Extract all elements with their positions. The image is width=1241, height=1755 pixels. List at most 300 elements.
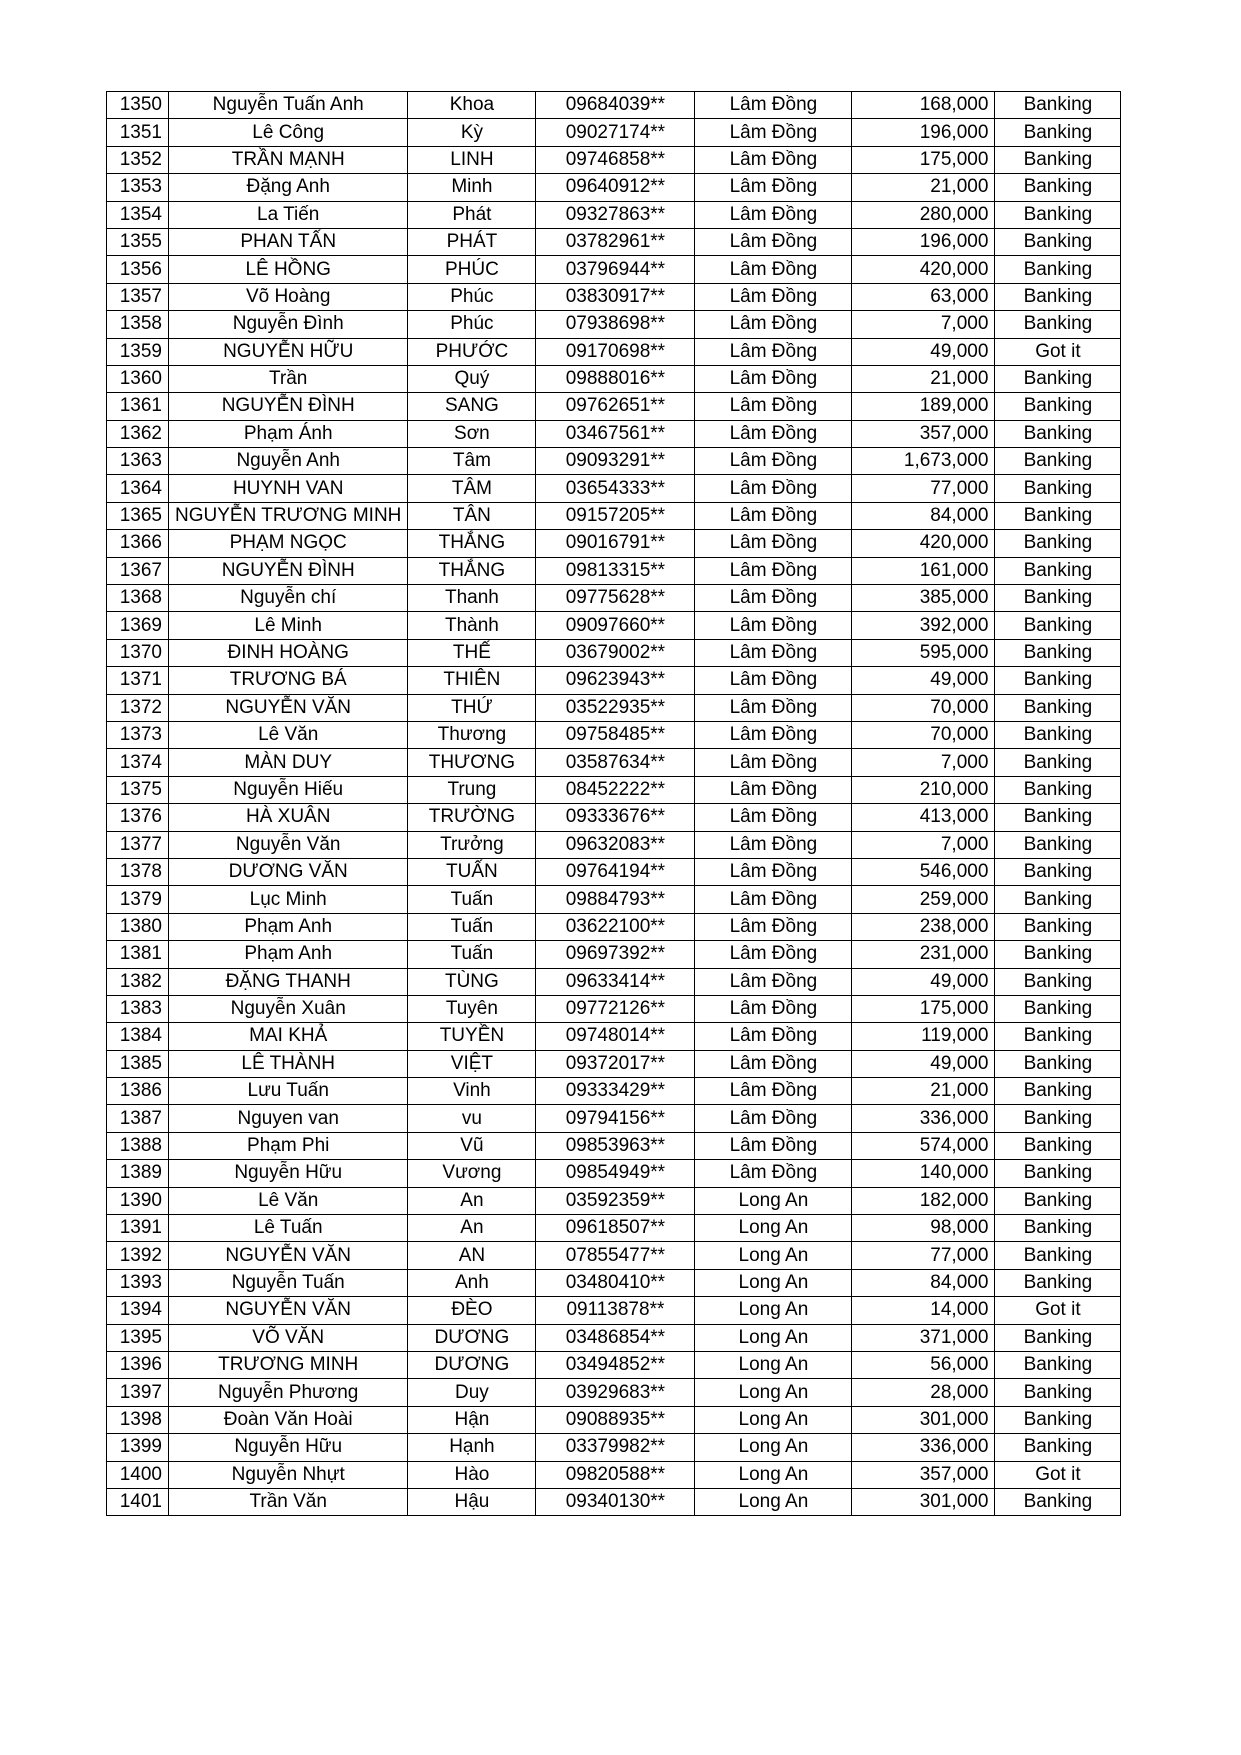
method-cell: Banking xyxy=(995,804,1121,831)
row-number-cell: 1390 xyxy=(107,1187,169,1214)
province-cell: Lâm Đồng xyxy=(695,557,852,584)
phone-cell: 09746858** xyxy=(536,146,695,173)
phone-cell: 09794156** xyxy=(536,1105,695,1132)
last-middle-name-cell: Lê Văn xyxy=(169,721,408,748)
method-cell: Banking xyxy=(995,1105,1121,1132)
row-number-cell: 1367 xyxy=(107,557,169,584)
row-number-cell: 1388 xyxy=(107,1132,169,1159)
first-name-cell: THƯƠNG xyxy=(408,749,536,776)
province-cell: Lâm Đồng xyxy=(695,311,852,338)
first-name-cell: Phúc xyxy=(408,311,536,338)
row-number-cell: 1357 xyxy=(107,283,169,310)
province-cell: Lâm Đồng xyxy=(695,338,852,365)
province-cell: Lâm Đồng xyxy=(695,92,852,119)
last-middle-name-cell: Võ Hoàng xyxy=(169,283,408,310)
amount-cell: 98,000 xyxy=(852,1215,995,1242)
phone-cell: 03782961** xyxy=(536,228,695,255)
first-name-cell: Trung xyxy=(408,776,536,803)
province-cell: Lâm Đồng xyxy=(695,749,852,776)
first-name-cell: DƯƠNG xyxy=(408,1324,536,1351)
method-cell: Banking xyxy=(995,667,1121,694)
table-row xyxy=(107,1406,1121,1433)
first-name-cell: Tuấn xyxy=(408,941,536,968)
row-number-cell: 1392 xyxy=(107,1242,169,1269)
first-name-cell: Hậu xyxy=(408,1488,536,1515)
province-cell: Lâm Đồng xyxy=(695,393,852,420)
table-body xyxy=(107,92,1121,1516)
first-name-cell: THẾ xyxy=(408,639,536,666)
phone-cell: 07855477** xyxy=(536,1242,695,1269)
first-name-cell: TÂN xyxy=(408,502,536,529)
province-cell: Lâm Đồng xyxy=(695,1160,852,1187)
row-number-cell: 1356 xyxy=(107,256,169,283)
method-cell: Banking xyxy=(995,585,1121,612)
method-cell: Banking xyxy=(995,174,1121,201)
method-cell: Banking xyxy=(995,1078,1121,1105)
method-cell: Banking xyxy=(995,858,1121,885)
last-middle-name-cell: HUYNH VAN xyxy=(169,475,408,502)
province-cell: Lâm Đồng xyxy=(695,1050,852,1077)
phone-cell: 03592359** xyxy=(536,1187,695,1214)
phone-cell: 03622100** xyxy=(536,913,695,940)
amount-cell: 77,000 xyxy=(852,475,995,502)
province-cell: Lâm Đồng xyxy=(695,448,852,475)
amount-cell: 77,000 xyxy=(852,1242,995,1269)
row-number-cell: 1391 xyxy=(107,1215,169,1242)
table-row xyxy=(107,968,1121,995)
first-name-cell: Thanh xyxy=(408,585,536,612)
province-cell: Lâm Đồng xyxy=(695,1078,852,1105)
phone-cell: 09027174** xyxy=(536,119,695,146)
last-middle-name-cell: Phạm Anh xyxy=(169,941,408,968)
table-row xyxy=(107,1461,1121,1488)
row-number-cell: 1379 xyxy=(107,886,169,913)
province-cell: Lâm Đồng xyxy=(695,995,852,1022)
amount-cell: 175,000 xyxy=(852,146,995,173)
row-number-cell: 1374 xyxy=(107,749,169,776)
last-middle-name-cell: NGUYỄN VĂN xyxy=(169,694,408,721)
method-cell: Banking xyxy=(995,1132,1121,1159)
amount-cell: 392,000 xyxy=(852,612,995,639)
province-cell: Lâm Đồng xyxy=(695,776,852,803)
first-name-cell: Vinh xyxy=(408,1078,536,1105)
row-number-cell: 1396 xyxy=(107,1351,169,1378)
table-row xyxy=(107,174,1121,201)
last-middle-name-cell: Nguyễn Anh xyxy=(169,448,408,475)
method-cell: Banking xyxy=(995,420,1121,447)
method-cell: Banking xyxy=(995,721,1121,748)
last-middle-name-cell: Trần xyxy=(169,365,408,392)
phone-cell: 09333676** xyxy=(536,804,695,831)
last-middle-name-cell: NGUYỄN HỮU xyxy=(169,338,408,365)
province-cell: Lâm Đồng xyxy=(695,804,852,831)
province-cell: Long An xyxy=(695,1434,852,1461)
province-cell: Lâm Đồng xyxy=(695,585,852,612)
method-cell: Banking xyxy=(995,1023,1121,1050)
first-name-cell: Hận xyxy=(408,1406,536,1433)
amount-cell: 196,000 xyxy=(852,228,995,255)
row-number-cell: 1385 xyxy=(107,1050,169,1077)
amount-cell: 357,000 xyxy=(852,420,995,447)
method-cell: Got it xyxy=(995,1461,1121,1488)
last-middle-name-cell: PHAN TẤN xyxy=(169,228,408,255)
province-cell: Long An xyxy=(695,1324,852,1351)
phone-cell: 09813315** xyxy=(536,557,695,584)
first-name-cell: Tuấn xyxy=(408,886,536,913)
method-cell: Banking xyxy=(995,1160,1121,1187)
amount-cell: 420,000 xyxy=(852,530,995,557)
table-row xyxy=(107,721,1121,748)
last-middle-name-cell: Nguyễn Hữu xyxy=(169,1160,408,1187)
method-cell: Banking xyxy=(995,776,1121,803)
last-middle-name-cell: Nguyễn Tuấn Anh xyxy=(169,92,408,119)
table-row xyxy=(107,1187,1121,1214)
first-name-cell: ĐÈO xyxy=(408,1297,536,1324)
first-name-cell: Phát xyxy=(408,201,536,228)
method-cell: Banking xyxy=(995,502,1121,529)
phone-cell: 03494852** xyxy=(536,1351,695,1378)
last-middle-name-cell: VÕ VĂN xyxy=(169,1324,408,1351)
amount-cell: 140,000 xyxy=(852,1160,995,1187)
table-row xyxy=(107,585,1121,612)
method-cell: Banking xyxy=(995,92,1121,119)
amount-cell: 420,000 xyxy=(852,256,995,283)
first-name-cell: THẮNG xyxy=(408,530,536,557)
table-row xyxy=(107,941,1121,968)
province-cell: Lâm Đồng xyxy=(695,530,852,557)
table-row xyxy=(107,1297,1121,1324)
last-middle-name-cell: NGUYỄN VĂN xyxy=(169,1297,408,1324)
amount-cell: 259,000 xyxy=(852,886,995,913)
phone-cell: 09327863** xyxy=(536,201,695,228)
method-cell: Banking xyxy=(995,119,1121,146)
first-name-cell: Hạnh xyxy=(408,1434,536,1461)
row-number-cell: 1395 xyxy=(107,1324,169,1351)
data-table xyxy=(106,91,1121,1516)
first-name-cell: PHÁT xyxy=(408,228,536,255)
province-cell: Lâm Đồng xyxy=(695,639,852,666)
row-number-cell: 1369 xyxy=(107,612,169,639)
phone-cell: 09854949** xyxy=(536,1160,695,1187)
amount-cell: 196,000 xyxy=(852,119,995,146)
last-middle-name-cell: Đoàn Văn Hoài xyxy=(169,1406,408,1433)
first-name-cell: Hào xyxy=(408,1461,536,1488)
phone-cell: 09093291** xyxy=(536,448,695,475)
amount-cell: 336,000 xyxy=(852,1434,995,1461)
first-name-cell: Thành xyxy=(408,612,536,639)
amount-cell: 7,000 xyxy=(852,831,995,858)
row-number-cell: 1393 xyxy=(107,1269,169,1296)
row-number-cell: 1378 xyxy=(107,858,169,885)
table-row xyxy=(107,92,1121,119)
last-middle-name-cell: Đặng Anh xyxy=(169,174,408,201)
row-number-cell: 1365 xyxy=(107,502,169,529)
first-name-cell: THỨ xyxy=(408,694,536,721)
table-row xyxy=(107,804,1121,831)
last-middle-name-cell: Lưu Tuấn xyxy=(169,1078,408,1105)
first-name-cell: Khoa xyxy=(408,92,536,119)
province-cell: Long An xyxy=(695,1242,852,1269)
method-cell: Banking xyxy=(995,256,1121,283)
method-cell: Banking xyxy=(995,1242,1121,1269)
method-cell: Banking xyxy=(995,393,1121,420)
row-number-cell: 1375 xyxy=(107,776,169,803)
phone-cell: 09697392** xyxy=(536,941,695,968)
row-number-cell: 1350 xyxy=(107,92,169,119)
table-row xyxy=(107,749,1121,776)
method-cell: Banking xyxy=(995,694,1121,721)
row-number-cell: 1359 xyxy=(107,338,169,365)
method-cell: Banking xyxy=(995,201,1121,228)
last-middle-name-cell: Lê Minh xyxy=(169,612,408,639)
amount-cell: 210,000 xyxy=(852,776,995,803)
row-number-cell: 1362 xyxy=(107,420,169,447)
table-row xyxy=(107,1050,1121,1077)
last-middle-name-cell: TRƯƠNG BÁ xyxy=(169,667,408,694)
province-cell: Long An xyxy=(695,1461,852,1488)
phone-cell: 03480410** xyxy=(536,1269,695,1296)
phone-cell: 09772126** xyxy=(536,995,695,1022)
province-cell: Long An xyxy=(695,1406,852,1433)
phone-cell: 09633414** xyxy=(536,968,695,995)
phone-cell: 03929683** xyxy=(536,1379,695,1406)
amount-cell: 182,000 xyxy=(852,1187,995,1214)
method-cell: Banking xyxy=(995,831,1121,858)
table-row xyxy=(107,1269,1121,1296)
first-name-cell: Tuyên xyxy=(408,995,536,1022)
last-middle-name-cell: LÊ HỒNG xyxy=(169,256,408,283)
province-cell: Long An xyxy=(695,1379,852,1406)
table-row xyxy=(107,776,1121,803)
row-number-cell: 1366 xyxy=(107,530,169,557)
method-cell: Banking xyxy=(995,1434,1121,1461)
amount-cell: 189,000 xyxy=(852,393,995,420)
row-number-cell: 1360 xyxy=(107,365,169,392)
phone-cell: 07938698** xyxy=(536,311,695,338)
amount-cell: 336,000 xyxy=(852,1105,995,1132)
province-cell: Long An xyxy=(695,1351,852,1378)
table-row xyxy=(107,1379,1121,1406)
row-number-cell: 1384 xyxy=(107,1023,169,1050)
last-middle-name-cell: Nguyễn chí xyxy=(169,585,408,612)
first-name-cell: TRƯỜNG xyxy=(408,804,536,831)
method-cell: Banking xyxy=(995,749,1121,776)
row-number-cell: 1355 xyxy=(107,228,169,255)
province-cell: Lâm Đồng xyxy=(695,1132,852,1159)
phone-cell: 03467561** xyxy=(536,420,695,447)
first-name-cell: Quý xyxy=(408,365,536,392)
last-middle-name-cell: Nguyễn Văn xyxy=(169,831,408,858)
last-middle-name-cell: Phạm Anh xyxy=(169,913,408,940)
last-middle-name-cell: Phạm Ánh xyxy=(169,420,408,447)
first-name-cell: An xyxy=(408,1215,536,1242)
amount-cell: 21,000 xyxy=(852,174,995,201)
amount-cell: 1,673,000 xyxy=(852,448,995,475)
amount-cell: 84,000 xyxy=(852,1269,995,1296)
phone-cell: 09170698** xyxy=(536,338,695,365)
table-row xyxy=(107,1132,1121,1159)
last-middle-name-cell: NGUYỄN TRƯƠNG MINH xyxy=(169,502,408,529)
row-number-cell: 1382 xyxy=(107,968,169,995)
phone-cell: 09016791** xyxy=(536,530,695,557)
amount-cell: 21,000 xyxy=(852,1078,995,1105)
row-number-cell: 1371 xyxy=(107,667,169,694)
amount-cell: 7,000 xyxy=(852,311,995,338)
amount-cell: 574,000 xyxy=(852,1132,995,1159)
last-middle-name-cell: LÊ THÀNH xyxy=(169,1050,408,1077)
last-middle-name-cell: NGUYỄN ĐÌNH xyxy=(169,393,408,420)
method-cell: Banking xyxy=(995,228,1121,255)
phone-cell: 09853963** xyxy=(536,1132,695,1159)
province-cell: Long An xyxy=(695,1297,852,1324)
amount-cell: 56,000 xyxy=(852,1351,995,1378)
last-middle-name-cell: Lê Tuấn xyxy=(169,1215,408,1242)
phone-cell: 09632083** xyxy=(536,831,695,858)
province-cell: Lâm Đồng xyxy=(695,858,852,885)
amount-cell: 14,000 xyxy=(852,1297,995,1324)
table-row xyxy=(107,1215,1121,1242)
row-number-cell: 1381 xyxy=(107,941,169,968)
province-cell: Lâm Đồng xyxy=(695,201,852,228)
province-cell: Long An xyxy=(695,1488,852,1515)
amount-cell: 175,000 xyxy=(852,995,995,1022)
last-middle-name-cell: Trần Văn xyxy=(169,1488,408,1515)
method-cell: Banking xyxy=(995,995,1121,1022)
table-row xyxy=(107,1488,1121,1515)
first-name-cell: TÙNG xyxy=(408,968,536,995)
amount-cell: 546,000 xyxy=(852,858,995,885)
phone-cell: 03486854** xyxy=(536,1324,695,1351)
first-name-cell: TUẤN xyxy=(408,858,536,885)
province-cell: Lâm Đồng xyxy=(695,146,852,173)
table-row xyxy=(107,1023,1121,1050)
first-name-cell: An xyxy=(408,1187,536,1214)
method-cell: Banking xyxy=(995,146,1121,173)
amount-cell: 413,000 xyxy=(852,804,995,831)
method-cell: Got it xyxy=(995,1297,1121,1324)
first-name-cell: Trưởng xyxy=(408,831,536,858)
last-middle-name-cell: TRƯƠNG MINH xyxy=(169,1351,408,1378)
last-middle-name-cell: Lê Công xyxy=(169,119,408,146)
table-row xyxy=(107,119,1121,146)
row-number-cell: 1376 xyxy=(107,804,169,831)
row-number-cell: 1399 xyxy=(107,1434,169,1461)
first-name-cell: SANG xyxy=(408,393,536,420)
table-row xyxy=(107,365,1121,392)
table-row xyxy=(107,612,1121,639)
phone-cell: 09372017** xyxy=(536,1050,695,1077)
last-middle-name-cell: Lục Minh xyxy=(169,886,408,913)
table-row xyxy=(107,1324,1121,1351)
amount-cell: 21,000 xyxy=(852,365,995,392)
last-middle-name-cell: Nguyễn Tuấn xyxy=(169,1269,408,1296)
last-middle-name-cell: Phạm Phi xyxy=(169,1132,408,1159)
table-row xyxy=(107,1160,1121,1187)
method-cell: Banking xyxy=(995,283,1121,310)
phone-cell: 09113878** xyxy=(536,1297,695,1324)
first-name-cell: THIÊN xyxy=(408,667,536,694)
province-cell: Lâm Đồng xyxy=(695,968,852,995)
table-row xyxy=(107,639,1121,666)
row-number-cell: 1383 xyxy=(107,995,169,1022)
method-cell: Banking xyxy=(995,557,1121,584)
phone-cell: 09888016** xyxy=(536,365,695,392)
province-cell: Lâm Đồng xyxy=(695,502,852,529)
province-cell: Lâm Đồng xyxy=(695,283,852,310)
row-number-cell: 1380 xyxy=(107,913,169,940)
first-name-cell: DƯƠNG xyxy=(408,1351,536,1378)
province-cell: Lâm Đồng xyxy=(695,886,852,913)
province-cell: Lâm Đồng xyxy=(695,174,852,201)
first-name-cell: PHƯỚC xyxy=(408,338,536,365)
province-cell: Lâm Đồng xyxy=(695,941,852,968)
table-row xyxy=(107,228,1121,255)
province-cell: Lâm Đồng xyxy=(695,228,852,255)
last-middle-name-cell: Nguyễn Hữu xyxy=(169,1434,408,1461)
last-middle-name-cell: DƯƠNG VĂN xyxy=(169,858,408,885)
last-middle-name-cell: Nguyễn Nhựt xyxy=(169,1461,408,1488)
table-row xyxy=(107,393,1121,420)
province-cell: Lâm Đồng xyxy=(695,475,852,502)
phone-cell: 09684039** xyxy=(536,92,695,119)
table-row xyxy=(107,502,1121,529)
table-row xyxy=(107,420,1121,447)
method-cell: Banking xyxy=(995,475,1121,502)
first-name-cell: vu xyxy=(408,1105,536,1132)
first-name-cell: Minh xyxy=(408,174,536,201)
last-middle-name-cell: MAI KHẢ xyxy=(169,1023,408,1050)
method-cell: Banking xyxy=(995,639,1121,666)
method-cell: Banking xyxy=(995,1379,1121,1406)
first-name-cell: LINH xyxy=(408,146,536,173)
province-cell: Lâm Đồng xyxy=(695,694,852,721)
last-middle-name-cell: ĐẶNG THANH xyxy=(169,968,408,995)
row-number-cell: 1386 xyxy=(107,1078,169,1105)
phone-cell: 09097660** xyxy=(536,612,695,639)
table-row xyxy=(107,886,1121,913)
amount-cell: 49,000 xyxy=(852,1050,995,1077)
row-number-cell: 1368 xyxy=(107,585,169,612)
phone-cell: 08452222** xyxy=(536,776,695,803)
first-name-cell: TÂM xyxy=(408,475,536,502)
method-cell: Banking xyxy=(995,448,1121,475)
table-row xyxy=(107,1434,1121,1461)
row-number-cell: 1354 xyxy=(107,201,169,228)
first-name-cell: PHÚC xyxy=(408,256,536,283)
method-cell: Banking xyxy=(995,1269,1121,1296)
amount-cell: 84,000 xyxy=(852,502,995,529)
amount-cell: 301,000 xyxy=(852,1406,995,1433)
row-number-cell: 1394 xyxy=(107,1297,169,1324)
table-row xyxy=(107,694,1121,721)
table-row xyxy=(107,1105,1121,1132)
province-cell: Long An xyxy=(695,1215,852,1242)
first-name-cell: Kỳ xyxy=(408,119,536,146)
phone-cell: 09762651** xyxy=(536,393,695,420)
table-row xyxy=(107,475,1121,502)
phone-cell: 09748014** xyxy=(536,1023,695,1050)
first-name-cell: AN xyxy=(408,1242,536,1269)
first-name-cell: TUYỀN xyxy=(408,1023,536,1050)
method-cell: Got it xyxy=(995,338,1121,365)
amount-cell: 357,000 xyxy=(852,1461,995,1488)
first-name-cell: Tuấn xyxy=(408,913,536,940)
last-middle-name-cell: NGUYỄN VĂN xyxy=(169,1242,408,1269)
phone-cell: 09640912** xyxy=(536,174,695,201)
table-row xyxy=(107,1242,1121,1269)
amount-cell: 70,000 xyxy=(852,694,995,721)
amount-cell: 70,000 xyxy=(852,721,995,748)
